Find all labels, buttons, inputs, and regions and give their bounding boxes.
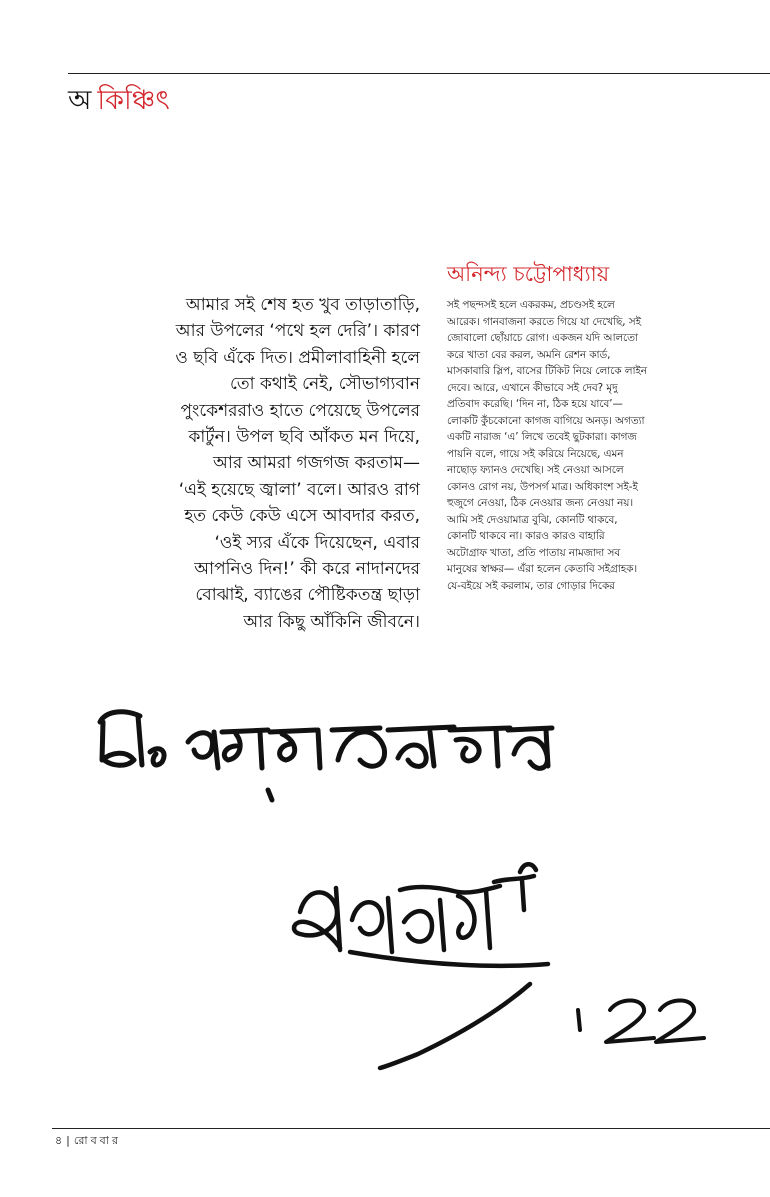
body-line: নাছোড় ফ্যানও দেখেছি। সই নেওয়া আসলে	[447, 464, 624, 476]
pull-quote-line: আর কিছু আঁকিনি জীবনে।	[243, 611, 420, 632]
pull-quote-line: ও ছবি এঁকে দিত। প্রমীলাবাহিনী হলে	[175, 347, 420, 368]
body-line: কোনও রোগ নয়, উপসর্গ মাত্র। অধিকাংশ সই-ই	[447, 480, 638, 493]
body-line: হুজুগে নেওয়া, ঠিক নেওয়ার জন্য নেওয়া নয়।	[447, 497, 634, 509]
bottom-rule	[52, 1128, 770, 1129]
pull-quote-line: ‘ওই স্যর এঁকে দিয়েছেন, এবার	[214, 532, 420, 553]
body-line: আমি সই দেওয়ামাত্র বুঝি, কোনটি থাকবে,	[447, 513, 618, 526]
pull-quote-line: আপনিও দিন!’ কী করে নাদানদের	[194, 559, 420, 580]
body-line: প্রতিবাদ করেছি। ‘দিন না, ঠিক হয়ে যাবে’—	[447, 398, 623, 410]
footer-separator: |	[66, 1134, 70, 1147]
handwritten-number	[578, 1000, 704, 1042]
author-byline: অনিন্দ্য চট্টোপাধ্যায়	[447, 262, 610, 286]
body-line: দেবে। আরে, এখানে কীভাবে সই দেব? মৃদু	[447, 381, 618, 394]
pull-quote-line: আর উপলের ‘পথে হল দেরি’। কারণ	[175, 321, 420, 342]
handwritten-signature	[294, 864, 548, 1068]
body-line: কোনটি থাকবে না। কারও কারও বাহারি	[447, 530, 605, 542]
body-line: মাসকাবারি স্লিপ, বাসের টিকিট নিয়ে লোকে লাইন	[447, 365, 647, 377]
top-rule	[68, 73, 770, 74]
body-line: মানুষের স্বাক্ষর— এঁরা হলেন কেতাবি সইগ্রাহক।	[447, 563, 638, 575]
body-line: জোবালো ছোঁয়াচে রোগ। একজন যদি আলতো	[447, 332, 638, 344]
page-footer	[55, 1133, 121, 1149]
section-title: কিঞ্চিৎ	[97, 85, 170, 116]
section-heading	[68, 84, 170, 118]
body-line: লোকটি কুঁচকোনো কাগজ বাগিয়ে অনড়। অগত্যা	[447, 414, 645, 427]
pull-quote-line: ‘এই হয়েছে জ্বালা’ বলে। আরও রাগ	[178, 479, 420, 500]
pull-quote-line: তো কথাই নেই, সৌভাগ্যবান	[230, 374, 420, 395]
body-line: যে-বইয়ে সই করলাম, তার গোড়ার দিকের	[447, 579, 615, 592]
body-line: একটি নারাজ ‘এ’ লিখে তবেই ছুটকারা। কাগজ	[447, 431, 637, 443]
body-line: আরেক। গানবাজনা করতে গিয়ে যা দেখেছি, সই	[447, 315, 641, 328]
body-line: পায়নি বলে, গায়ে সই করিয়ে নিয়েছে, এমন	[447, 447, 624, 460]
body-line: সই পছন্দসই হলে একরকম, প্রচণ্ডসই হলে	[447, 299, 615, 311]
pull-quote-line: পুংকেশররাও হাতে পেয়েছে উপলের	[180, 400, 420, 421]
page-number: ৪	[55, 1134, 63, 1147]
pull-quote-line: আমার সই শেষ হত খুব তাড়াতাড়ি,	[185, 295, 420, 315]
pull-quote-line: হত কেউ কেউ এসে আবদার করত,	[184, 506, 420, 527]
article-body	[447, 297, 661, 594]
body-line: অটোগ্রাফ খাতা, প্রতি পাতায় নামজাদা সব	[447, 546, 621, 559]
pull-quote	[120, 292, 420, 635]
handwritten-message	[100, 712, 552, 800]
pull-quote-line: বোঝাই, ব্যাঙের পৌষ্টিকতন্ত্র ছাড়া	[195, 585, 420, 606]
pull-quote-line: আর আমরা গজগজ করতাম—	[212, 453, 420, 474]
body-line: করে খাতা বের করল, অমনি রেশন কার্ড,	[447, 348, 611, 361]
magazine-name: রোববার	[73, 1134, 122, 1147]
pull-quote-line: কার্টুন। উপল ছবি আঁকত মন দিয়ে,	[188, 427, 420, 448]
section-prefix: অ	[68, 85, 92, 116]
